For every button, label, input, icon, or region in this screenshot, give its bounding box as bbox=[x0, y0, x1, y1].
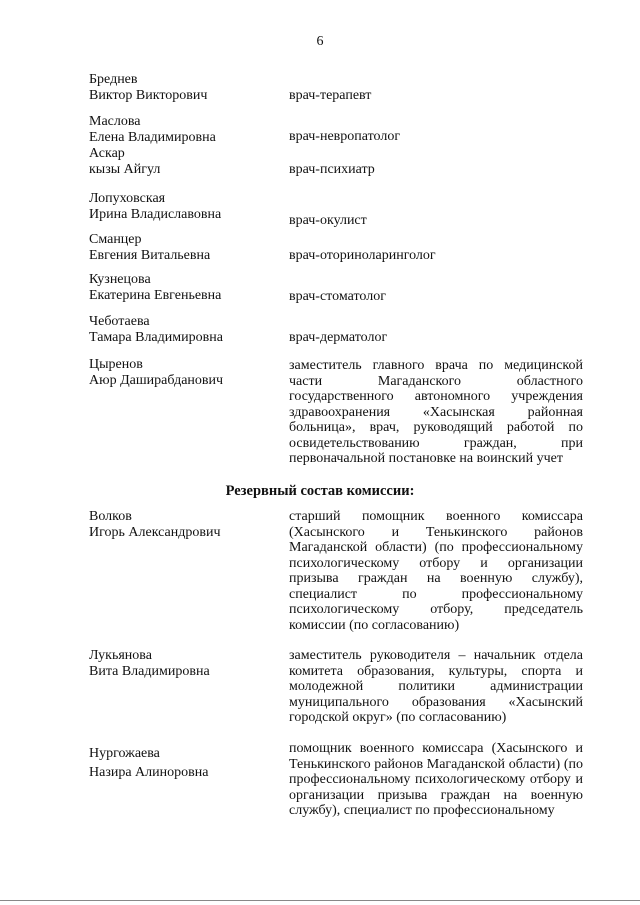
member-surname: Лукьянова bbox=[89, 648, 152, 663]
member-given-name: Ирина Владиславовна bbox=[89, 207, 222, 222]
member-surname: Аскар bbox=[89, 146, 125, 161]
member-role: врач-дерматолог bbox=[289, 330, 388, 345]
reserve-member-name bbox=[89, 648, 279, 680]
member-surname: Нургожаева bbox=[89, 746, 160, 761]
member-name bbox=[89, 191, 279, 223]
reserve-section-heading: Резервный состав комиссии: bbox=[225, 483, 415, 499]
member-role: врач-терапевт bbox=[289, 88, 372, 103]
member-surname: Чеботаева bbox=[89, 314, 150, 329]
member-role: врач-окулист bbox=[289, 213, 367, 228]
member-name bbox=[89, 114, 279, 146]
member-given-name: Елена Владимировна bbox=[89, 130, 216, 145]
member-surname: Сманцер bbox=[89, 232, 142, 247]
member-role: врач-оториноларинголог bbox=[289, 248, 436, 263]
member-surname: Цыренов bbox=[89, 357, 143, 372]
member-given-name: Евгения Витальевна bbox=[89, 248, 211, 263]
member-given-name: Назира Алиноровна bbox=[89, 765, 209, 780]
reserve-member-role: старший помощник военного комиссара (Хасынского и Тенькинского районов Магаданской области) (по профессиональному психологическому отбору и организации призыва граждан на военную службу), специалист по профессиональному психологическому отбору, председатель комиссии (по согласованию) bbox=[289, 509, 583, 633]
reserve-member-role: заместитель руководителя – начальник отдела комитета образования, культуры, спорта и молодежной политики администрации муниципального образования «Хасынский городской округ» (по согласованию) bbox=[289, 648, 583, 725]
reserve-member-role: помощник военного комиссара (Хасынского и Тенькинского районов Магаданской области) (по профессиональному психологическому отбору и организации призыва граждан на военную службу), специалист по профессиональному bbox=[289, 741, 583, 818]
member-given-name: Тамара Владимировна bbox=[89, 330, 223, 345]
member-given-name: Екатерина Евгеньевна bbox=[89, 288, 222, 303]
member-surname: Лопуховская bbox=[89, 191, 166, 206]
member-name bbox=[89, 232, 279, 264]
member-given-name: Аюр Даширабданович bbox=[89, 373, 224, 388]
member-role: заместитель главного врача по медицинской части Магаданского областного государственного автономного учреждения здравоохранения «Хасынская районная больница», врач, руководящий работой по освидетельствованию граждан, при первоначальной постановке на воинский учет bbox=[289, 358, 583, 466]
member-surname: Волков bbox=[89, 509, 132, 524]
member-role: врач-стоматолог bbox=[289, 289, 386, 304]
page-bottom-edge bbox=[0, 900, 640, 901]
reserve-member-name bbox=[89, 744, 279, 782]
member-surname: Кузнецова bbox=[89, 272, 151, 287]
member-given-name: Виктор Викторович bbox=[89, 88, 208, 103]
page-number: 6 bbox=[316, 34, 324, 49]
member-surname: Маслова bbox=[89, 114, 141, 129]
member-surname: Бреднев bbox=[89, 72, 138, 87]
member-name bbox=[89, 357, 279, 389]
member-role: врач-невропатолог bbox=[289, 129, 401, 144]
reserve-member-name bbox=[89, 509, 279, 541]
member-name bbox=[89, 272, 279, 304]
member-name bbox=[89, 72, 279, 104]
member-name bbox=[89, 146, 279, 178]
member-given-name: Вита Владимировна bbox=[89, 664, 210, 679]
member-given-name: кызы Айгул bbox=[89, 162, 161, 177]
member-name bbox=[89, 314, 279, 346]
member-role: врач-психиатр bbox=[289, 162, 375, 177]
member-given-name: Игорь Александрович bbox=[89, 525, 221, 540]
